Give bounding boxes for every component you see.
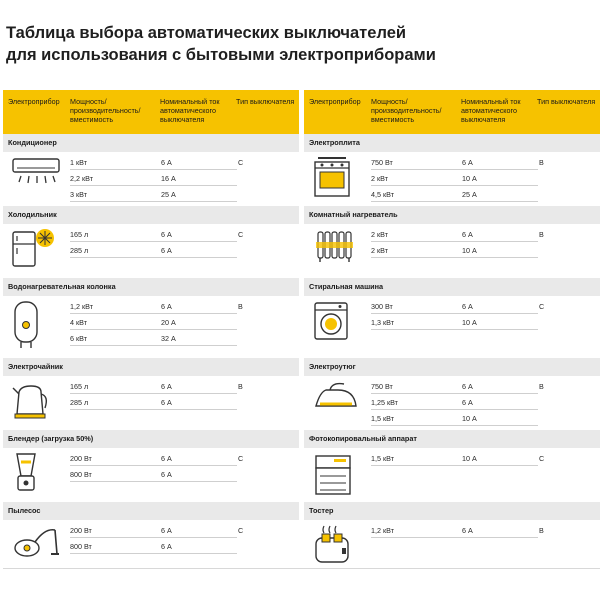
table-row: [3, 314, 299, 330]
breaker-current: 6 А: [462, 230, 473, 239]
power-value: 200 Вт: [70, 454, 92, 463]
breaker-current: 6 А: [161, 470, 172, 479]
breaker-current: 6 А: [161, 382, 172, 391]
bottom-divider: [3, 568, 600, 569]
power-value: 750 Вт: [371, 158, 393, 167]
breaker-current: 20 А: [161, 318, 176, 327]
breaker-current: 6 А: [462, 382, 473, 391]
appliance-rows: [3, 296, 299, 366]
appliance-rows: [304, 224, 600, 276]
appliance-name-bar: [3, 206, 299, 224]
appliance-name: Электрочайник: [8, 362, 63, 371]
appliance-rows: [3, 152, 299, 214]
appliance-section: [304, 430, 600, 510]
appliance-name-bar: [3, 430, 299, 448]
table-row: [304, 186, 600, 202]
appliance-name: Холодильник: [8, 210, 57, 219]
row-divider: [70, 201, 237, 202]
power-value: 2 кВт: [371, 174, 388, 183]
appliance-name: Комнатный нагреватель: [309, 210, 398, 219]
breaker-type: C: [238, 158, 244, 167]
appliance-section: [3, 502, 299, 582]
appliance-section: [304, 278, 600, 366]
header-current: Номинальный ток автоматического выключателя: [461, 97, 521, 124]
power-value: 300 Вт: [371, 302, 393, 311]
appliance-rows: [3, 448, 299, 510]
table-row: [304, 314, 600, 330]
breaker-type: C: [539, 454, 545, 463]
power-value: 6 кВт: [70, 334, 87, 343]
appliance-name: Кондиционер: [8, 138, 57, 147]
appliance-rows: [304, 296, 600, 366]
breaker-current: 6 А: [161, 246, 172, 255]
table-row: [304, 378, 600, 394]
breaker-current: 16 А: [161, 174, 176, 183]
header-type: Тип выключателя: [537, 97, 596, 106]
power-value: 1,25 кВт: [371, 398, 398, 407]
breaker-current: 6 А: [462, 398, 473, 407]
header-device: Электроприбор: [309, 97, 361, 106]
power-value: 3 кВт: [70, 190, 87, 199]
breaker-type: B: [238, 302, 243, 311]
header-power: Мощность/ производительность/ вместимость: [70, 97, 141, 124]
appliance-name-bar: [3, 358, 299, 376]
appliance-section: [3, 206, 299, 276]
power-value: 2 кВт: [371, 230, 388, 239]
appliance-name: Пылесос: [8, 506, 41, 515]
appliance-name-bar: [304, 134, 600, 152]
breaker-table-right: [304, 90, 600, 535]
power-value: 285 л: [70, 246, 89, 255]
header-device: Электроприбор: [8, 97, 60, 106]
table-row: [3, 466, 299, 482]
power-value: 1,2 кВт: [70, 302, 93, 311]
table-row: [3, 538, 299, 554]
appliance-rows: [304, 520, 600, 582]
breaker-type: B: [539, 382, 544, 391]
breaker-type: C: [238, 230, 244, 239]
appliance-rows: [3, 520, 299, 582]
table-row: [3, 330, 299, 346]
appliance-name: Блендер (загрузка 50%): [8, 434, 94, 443]
table-row: [3, 154, 299, 170]
table-row: [304, 154, 600, 170]
row-divider: [371, 425, 538, 426]
power-value: 800 Вт: [70, 470, 92, 479]
breaker-current: 6 А: [161, 230, 172, 239]
row-divider: [371, 465, 538, 466]
breaker-current: 25 А: [161, 190, 176, 199]
table-row: [3, 378, 299, 394]
appliance-section: [304, 134, 600, 214]
power-value: 165 л: [70, 382, 89, 391]
breaker-current: 6 А: [161, 542, 172, 551]
appliance-name-bar: [3, 278, 299, 296]
power-value: 1 кВт: [70, 158, 87, 167]
breaker-current: 6 А: [161, 158, 172, 167]
breaker-current: 10 А: [462, 174, 477, 183]
breaker-table-left: [3, 90, 299, 551]
appliance-name: Фотокопировальный аппарат: [309, 434, 417, 443]
row-divider: [70, 409, 237, 410]
breaker-type: B: [539, 526, 544, 535]
breaker-current: 6 А: [161, 454, 172, 463]
appliance-section: [304, 502, 600, 582]
breaker-type: B: [539, 230, 544, 239]
row-divider: [371, 201, 538, 202]
table-row: [304, 170, 600, 186]
breaker-current: 10 А: [462, 246, 477, 255]
power-value: 285 л: [70, 398, 89, 407]
header-current: Номинальный ток автоматического выключателя: [160, 97, 220, 124]
power-value: 1,3 кВт: [371, 318, 394, 327]
appliance-name: Электроутюг: [309, 362, 356, 371]
power-value: 2,2 кВт: [70, 174, 93, 183]
breaker-type: B: [238, 382, 243, 391]
table-row: [304, 450, 600, 466]
appliance-name: Стиральная машина: [309, 282, 384, 291]
power-value: 2 кВт: [371, 246, 388, 255]
appliance-name-bar: [3, 134, 299, 152]
breaker-type: C: [238, 454, 244, 463]
title-line-1: Таблица выбора автоматических выключателей: [6, 24, 407, 42]
breaker-current: 6 А: [161, 302, 172, 311]
power-value: 800 Вт: [70, 542, 92, 551]
power-value: 750 Вт: [371, 382, 393, 391]
appliance-rows: [3, 224, 299, 276]
appliance-name: Электроплита: [309, 138, 360, 147]
appliance-name-bar: [304, 502, 600, 520]
appliance-section: [3, 134, 299, 214]
power-value: 4,5 кВт: [371, 190, 394, 199]
breaker-current: 6 А: [462, 158, 473, 167]
breaker-current: 6 А: [161, 526, 172, 535]
appliance-section: [3, 358, 299, 438]
breaker-current: 25 А: [462, 190, 477, 199]
appliance-name-bar: [304, 430, 600, 448]
appliance-name-bar: [3, 502, 299, 520]
header-power: Мощность/ производительность/ вместимость: [371, 97, 442, 124]
appliance-rows: [304, 376, 600, 438]
table-row: [3, 522, 299, 538]
appliance-name: Водонагревательная колонка: [8, 282, 116, 291]
power-value: 1,5 кВт: [371, 454, 394, 463]
breaker-current: 10 А: [462, 414, 477, 423]
header-type: Тип выключателя: [236, 97, 295, 106]
table-row: [304, 394, 600, 410]
row-divider: [70, 553, 237, 554]
breaker-current: 10 А: [462, 318, 477, 327]
appliance-section: [3, 430, 299, 510]
table-row: [304, 410, 600, 426]
appliance-section: [3, 278, 299, 366]
table-row: [304, 522, 600, 538]
breaker-current: 6 А: [462, 526, 473, 535]
appliance-name-bar: [304, 278, 600, 296]
table-row: [3, 186, 299, 202]
row-divider: [70, 345, 237, 346]
appliance-rows: [304, 152, 600, 214]
table-row: [3, 226, 299, 242]
row-divider: [70, 481, 237, 482]
breaker-type: C: [539, 302, 545, 311]
appliance-rows: [3, 376, 299, 438]
table-row: [3, 394, 299, 410]
table-row: [304, 242, 600, 258]
table-row: [3, 450, 299, 466]
breaker-current: 10 А: [462, 454, 477, 463]
power-value: 4 кВт: [70, 318, 87, 327]
table-row: [3, 170, 299, 186]
breaker-type: C: [238, 526, 244, 535]
row-divider: [70, 257, 237, 258]
power-value: 1,2 кВт: [371, 526, 394, 535]
appliance-section: [304, 358, 600, 438]
table-header: [3, 90, 299, 134]
appliance-name: Тостер: [309, 506, 334, 515]
table-header: [304, 90, 600, 134]
row-divider: [371, 329, 538, 330]
breaker-current: 6 А: [462, 302, 473, 311]
row-divider: [371, 537, 538, 538]
power-value: 200 Вт: [70, 526, 92, 535]
appliance-rows: [304, 448, 600, 510]
table-row: [304, 226, 600, 242]
appliance-section: [304, 206, 600, 276]
power-value: 1,5 кВт: [371, 414, 394, 423]
appliance-name-bar: [304, 358, 600, 376]
breaker-type: B: [539, 158, 544, 167]
power-value: 165 л: [70, 230, 89, 239]
appliance-name-bar: [304, 206, 600, 224]
table-row: [3, 242, 299, 258]
table-row: [3, 298, 299, 314]
title-line-2: для использования с бытовыми электроприборами: [6, 46, 436, 64]
breaker-current: 6 А: [161, 398, 172, 407]
table-row: [304, 298, 600, 314]
breaker-current: 32 А: [161, 334, 176, 343]
row-divider: [371, 257, 538, 258]
page-title: [6, 22, 596, 66]
